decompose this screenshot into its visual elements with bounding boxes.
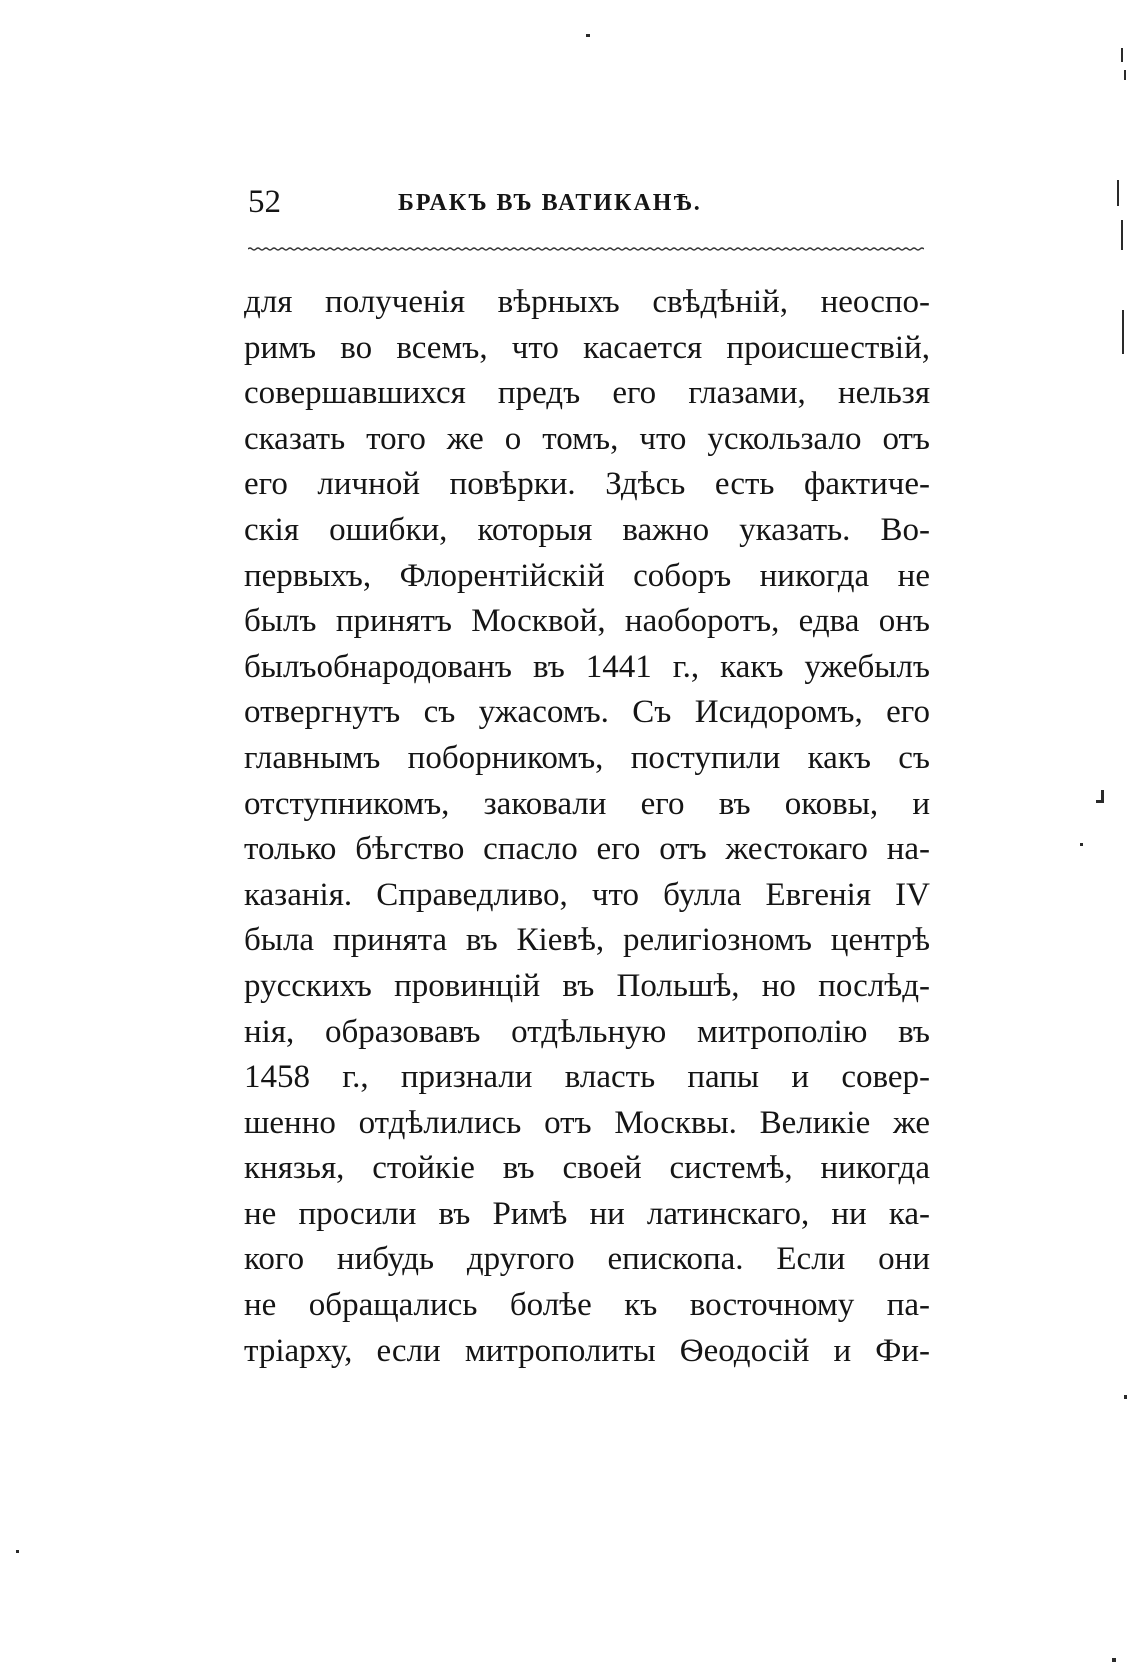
text-line: шенно отдѣлились отъ Москвы. Великіе же [244, 1104, 930, 1141]
text-line: была принята въ Кіевѣ, религіозномъ центрѣ [244, 922, 930, 959]
text-line: князья, стойкіе въ своей системѣ, никогда [244, 1150, 930, 1187]
text-line: главнымъ поборникомъ, поступили какъ съ [244, 739, 930, 776]
scan-edge-mark [1117, 180, 1119, 206]
text-line: тріарху, если митрополиты Ѳеодосій и Фи- [244, 1332, 930, 1369]
text-line: казанія. Справедливо, что булла Евгенія IV [244, 876, 930, 913]
text-line: для полученія вѣрныхъ свѣдѣній, неоспо- [244, 284, 930, 320]
scan-edge-mark [1124, 70, 1126, 80]
text-line: 1458 г., признали власть папы и совер- [244, 1059, 930, 1096]
text-line: скія ошибки, которыя важно указать. Во- [244, 511, 930, 548]
text-line: не обращались болѣе къ восточному па- [244, 1287, 930, 1324]
text-line: былъ принятъ Москвой, наоборотъ, едва онъ [244, 603, 930, 640]
header-rule [248, 246, 924, 252]
scan-speck [1080, 843, 1083, 846]
page-number: 52 [248, 184, 281, 220]
scan-speck [16, 1550, 19, 1553]
text-line: его личной повѣрки. Здѣсь есть фактиче- [244, 466, 930, 503]
text-line: первыхъ, Флорентійскій соборъ никогда не [244, 557, 930, 594]
text-line: былъобнародованъ въ 1441 г., какъ ужебылъ [244, 648, 930, 685]
scan-speck [1112, 1658, 1116, 1662]
scan-speck [1101, 790, 1104, 800]
scan-edge-mark [1122, 310, 1124, 354]
page-header [248, 182, 924, 222]
text-line: римъ во всемъ, что касается происшествій, [244, 329, 930, 366]
body-text [244, 280, 930, 1374]
text-line: кого нибудь другого епископа. Если они [244, 1241, 930, 1278]
text-line: не просили въ Римѣ ни латинскаго, ни ка- [244, 1195, 930, 1232]
text-line: нія, образовавъ отдѣльную митрополію въ [244, 1013, 930, 1050]
text-line: отступникомъ, заковали его въ оковы, и [244, 785, 930, 822]
running-title: БРАКЪ ВЪ ВАТИКАНѢ. [398, 190, 702, 216]
scan-speck [1096, 800, 1104, 803]
scan-speck [586, 34, 590, 37]
text-line: отвергнутъ съ ужасомъ. Съ Исидоромъ, его [244, 694, 930, 731]
text-line: сказать того же о томъ, что ускользало отъ [244, 420, 930, 457]
scan-edge-mark [1121, 48, 1123, 62]
scan-edge-mark [1121, 220, 1123, 250]
scan-speck [1124, 1395, 1127, 1399]
text-line: русскихъ провинцій въ Польшѣ, но послѣд- [244, 967, 930, 1004]
text-line: только бѣгство спасло его отъ жестокаго на- [244, 831, 930, 868]
text-line: совершавшихся предъ его глазами, нельзя [244, 375, 930, 412]
